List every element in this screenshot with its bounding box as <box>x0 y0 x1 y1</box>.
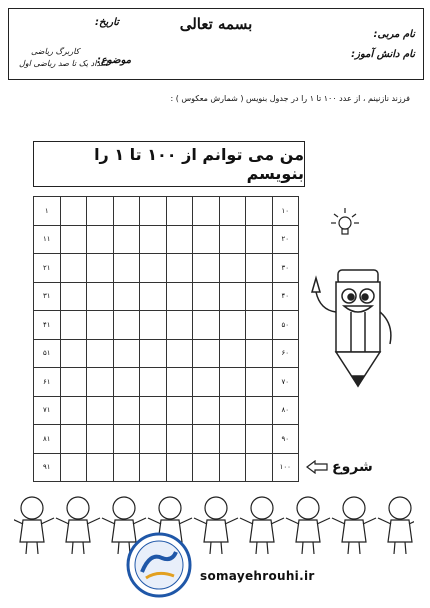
subject-label: موضوع: <box>97 55 132 66</box>
grid-cell-blank[interactable] <box>246 368 273 397</box>
kid-head <box>159 497 181 519</box>
grid-cell-blank[interactable] <box>60 282 87 311</box>
grid-cell-blank[interactable] <box>166 339 193 368</box>
grid-cell-blank[interactable] <box>166 396 193 425</box>
kid-head <box>297 497 319 519</box>
number-grid <box>33 196 299 482</box>
grid-cell-blank[interactable] <box>166 311 193 340</box>
grid-cell-blank[interactable] <box>113 425 140 454</box>
grid-cell-blank[interactable] <box>113 396 140 425</box>
grid-cell-blank[interactable] <box>166 425 193 454</box>
grid-cell-blank[interactable] <box>113 197 140 226</box>
start-label: شروع <box>332 459 373 475</box>
grid-cell-blank[interactable] <box>140 225 167 254</box>
grid-cell-blank[interactable] <box>87 453 114 482</box>
kid-legs <box>348 542 360 554</box>
grid-cell-end: ۵۰ <box>272 311 299 340</box>
grid-cell-blank[interactable] <box>219 339 246 368</box>
date-label: تاریخ: <box>95 17 119 28</box>
kid-head <box>343 497 365 519</box>
grid-cell-end: ۳۰ <box>272 254 299 283</box>
kid-legs <box>26 542 38 554</box>
table-row <box>34 425 299 454</box>
grid-cell-blank[interactable] <box>193 282 220 311</box>
kid-body <box>342 520 366 542</box>
website-link[interactable]: somayehrouhi.ir <box>200 569 315 583</box>
grid-cell-blank[interactable] <box>193 339 220 368</box>
grid-cell-end: ۶۰ <box>272 339 299 368</box>
kid-head <box>389 497 411 519</box>
table-row <box>34 311 299 340</box>
grid-cell-end: ۴۰ <box>272 282 299 311</box>
grid-cell-blank[interactable] <box>140 311 167 340</box>
grid-cell-blank[interactable] <box>166 197 193 226</box>
grid-cell-blank[interactable] <box>87 282 114 311</box>
grid-cell-start: ۳۱ <box>34 282 61 311</box>
kid-head <box>113 497 135 519</box>
grid-cell-blank[interactable] <box>193 425 220 454</box>
table-row <box>34 197 299 226</box>
grid-cell-start: ۹۱ <box>34 453 61 482</box>
kid-head <box>251 497 273 519</box>
student-label: نام دانش آموز: <box>351 49 415 60</box>
grid-cell-end: ۷۰ <box>272 368 299 397</box>
arrow-left-icon <box>306 460 328 474</box>
kid-body <box>250 520 274 542</box>
grid-cell-blank[interactable] <box>246 225 273 254</box>
grid-cell-blank[interactable] <box>87 225 114 254</box>
grid-cell-blank[interactable] <box>166 282 193 311</box>
grid-cell-start: ۱۱ <box>34 225 61 254</box>
grid-cell-blank[interactable] <box>246 453 273 482</box>
grid-cell-blank[interactable] <box>246 197 273 226</box>
grid-cell-blank[interactable] <box>219 368 246 397</box>
grid-cell-blank[interactable] <box>193 368 220 397</box>
kid-legs <box>256 542 268 554</box>
grid-cell-blank[interactable] <box>60 453 87 482</box>
pencil-mascot-icon <box>306 252 406 392</box>
kid-body <box>66 520 90 542</box>
start-marker <box>306 459 373 475</box>
grid-cell-blank[interactable] <box>193 225 220 254</box>
grid-cell-blank[interactable] <box>87 339 114 368</box>
grid-cell-start: ۱ <box>34 197 61 226</box>
grid-cell-blank[interactable] <box>219 197 246 226</box>
grid-cell-blank[interactable] <box>193 396 220 425</box>
grid-cell-blank[interactable] <box>113 282 140 311</box>
grid-cell-blank[interactable] <box>193 453 220 482</box>
grid-cell-blank[interactable] <box>246 425 273 454</box>
instruction-text: فرزند نازنینم ، از عدد ۱۰۰ تا ۱ را در جدول بنویس ( شمارش معکوس ) : <box>170 94 410 103</box>
grid-cell-blank[interactable] <box>60 197 87 226</box>
grid-cell-blank[interactable] <box>87 197 114 226</box>
grid-cell-blank[interactable] <box>113 368 140 397</box>
grid-cell-start: ۲۱ <box>34 254 61 283</box>
kid-head <box>21 497 43 519</box>
grid-cell-blank[interactable] <box>113 311 140 340</box>
grid-cell-end: ۹۰ <box>272 425 299 454</box>
header-box <box>8 8 424 80</box>
grid-cell-blank[interactable] <box>140 396 167 425</box>
grid-cell-end: ۲۰ <box>272 225 299 254</box>
grid-cell-start: ۵۱ <box>34 339 61 368</box>
grid-cell-blank[interactable] <box>140 197 167 226</box>
grid-cell-blank[interactable] <box>219 311 246 340</box>
kid-body <box>20 520 44 542</box>
grid-cell-blank[interactable] <box>166 225 193 254</box>
kid-legs <box>210 542 222 554</box>
kid-body <box>388 520 412 542</box>
kid-body <box>296 520 320 542</box>
grid-cell-blank[interactable] <box>113 339 140 368</box>
subject-value: کاربرگ ریاضی <box>31 47 80 56</box>
grid-cell-end: ۸۰ <box>272 396 299 425</box>
table-row <box>34 225 299 254</box>
grid-cell-blank[interactable] <box>166 453 193 482</box>
grid-cell-blank[interactable] <box>87 311 114 340</box>
grid-cell-blank[interactable] <box>140 282 167 311</box>
grid-cell-blank[interactable] <box>166 368 193 397</box>
grid-cell-blank[interactable] <box>193 197 220 226</box>
table-row <box>34 368 299 397</box>
grid-cell-blank[interactable] <box>140 368 167 397</box>
kid-legs <box>394 542 406 554</box>
table-row <box>34 453 299 482</box>
grid-cell-blank[interactable] <box>87 254 114 283</box>
grid-cell-blank[interactable] <box>219 396 246 425</box>
kid-legs <box>72 542 84 554</box>
grid-cell-blank[interactable] <box>219 425 246 454</box>
grid-cell-blank[interactable] <box>246 254 273 283</box>
grid-cell-blank[interactable] <box>113 225 140 254</box>
grid-cell-start: ۷۱ <box>34 396 61 425</box>
table-row <box>34 396 299 425</box>
grid-cell-end: ۱۰۰ <box>272 453 299 482</box>
grid-cell-blank[interactable] <box>246 339 273 368</box>
teacher-label: نام مربی: <box>373 29 415 40</box>
grid-cell-blank[interactable] <box>140 254 167 283</box>
grid-cell-blank[interactable] <box>140 453 167 482</box>
subject-detail: اعداد یک تا صد ریاضی اول <box>19 59 108 68</box>
grid-cell-blank[interactable] <box>87 425 114 454</box>
grid-cell-blank[interactable] <box>219 282 246 311</box>
grid-cell-start: ۴۱ <box>34 311 61 340</box>
grid-cell-blank[interactable] <box>60 339 87 368</box>
grid-cell-start: ۶۱ <box>34 368 61 397</box>
kid-head <box>67 497 89 519</box>
grid-cell-blank[interactable] <box>60 225 87 254</box>
kid-legs <box>302 542 314 554</box>
grid-cell-blank[interactable] <box>219 225 246 254</box>
grid-cell-blank[interactable] <box>60 311 87 340</box>
grid-cell-blank[interactable] <box>87 396 114 425</box>
page-title: بسمه تعالی <box>179 15 253 33</box>
grid-cell-blank[interactable] <box>246 311 273 340</box>
grid-cell-blank[interactable] <box>113 254 140 283</box>
logo-icon <box>126 532 192 598</box>
grid-cell-blank[interactable] <box>193 311 220 340</box>
grid-cell-blank[interactable] <box>140 425 167 454</box>
grid-cell-blank[interactable] <box>166 254 193 283</box>
table-row <box>34 339 299 368</box>
grid-cell-blank[interactable] <box>246 396 273 425</box>
worksheet-title: من می توانم از ۱۰۰ تا ۱ را بنویسم <box>33 141 305 187</box>
table-row <box>34 254 299 283</box>
grid-cell-blank[interactable] <box>140 339 167 368</box>
grid-cell-blank[interactable] <box>219 453 246 482</box>
grid-cell-blank[interactable] <box>87 368 114 397</box>
grid-cell-blank[interactable] <box>60 425 87 454</box>
grid-cell-blank[interactable] <box>219 254 246 283</box>
grid-cell-blank[interactable] <box>113 453 140 482</box>
lightbulb-icon <box>330 206 360 242</box>
table-row <box>34 282 299 311</box>
grid-cell-blank[interactable] <box>60 254 87 283</box>
kids-border-icon <box>14 490 414 560</box>
grid-cell-end: ۱۰ <box>272 197 299 226</box>
grid-cell-blank[interactable] <box>60 368 87 397</box>
kid-head <box>205 497 227 519</box>
grid-cell-blank[interactable] <box>60 396 87 425</box>
kid-body <box>204 520 228 542</box>
grid-cell-blank[interactable] <box>246 282 273 311</box>
grid-cell-start: ۸۱ <box>34 425 61 454</box>
grid-cell-blank[interactable] <box>193 254 220 283</box>
